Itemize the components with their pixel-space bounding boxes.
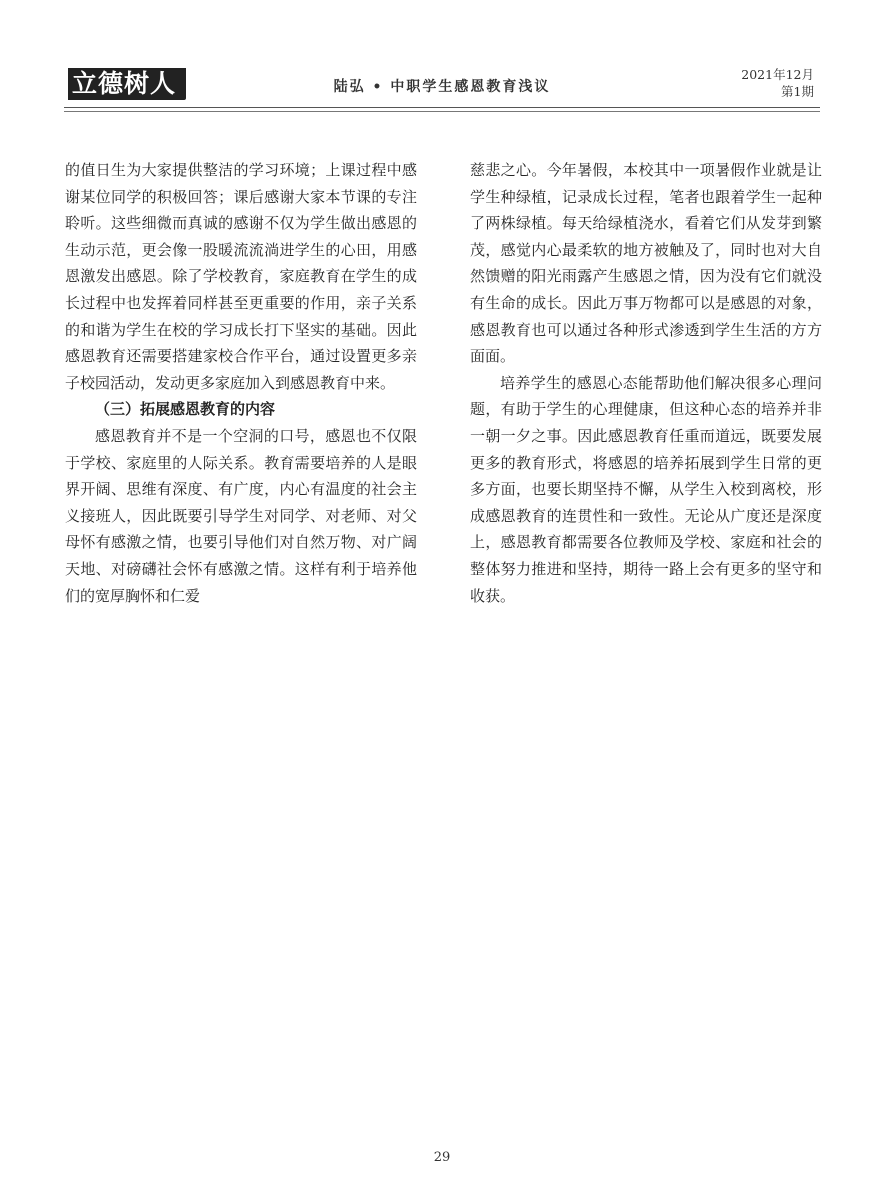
header-rule-thick	[64, 107, 820, 108]
paragraph-continued: 慈悲之心。今年暑假，本校其中一项暑假作业就是让学生种绿植，记录成长过程，笔者也跟着学生一起种了两株绿植。每天给绿植浇水，看着它们从发芽到繁茂，感觉内心最柔软的地方被触及了，同时也对大自然馈赠的阳光雨露产生感恩之情，因为没有它们就没有生命的成长。因此万事万物都可以是感恩的对象，感恩教育也可以通过各种形式渗透到学生生活的方方面面。	[470, 161, 822, 366]
header-rule-thin	[64, 111, 820, 112]
issue-info	[741, 66, 814, 100]
paragraph-continued: 的值日生为大家提供整洁的学习环境；上课过程中感谢某位同学的积极回答；课后感谢大家本节课的专注聆听。这些细微而真诚的感谢不仅为学生做出感恩的生动示范，更会像一股暖流流淌进学生的心田，用感恩激发出感恩。除了学校教育，家庭教育在学生的成长过程中也发挥着同样甚至更重要的作用，亲子关系的和谐为学生在校的学习成长打下坚实的基础。因此感恩教育还需要搭建家校合作平台，通过设置更多亲子校园活动，发动更多家庭加入到感恩教育中来。	[65, 161, 417, 392]
page-header	[0, 0, 884, 120]
issue-date: 2021年12月	[741, 67, 814, 82]
journal-logo: 立德树人	[68, 68, 186, 100]
paragraph: 感恩教育并不是一个空洞的口号，感恩也不仅限于学校、家庭里的人际关系。教育需要培养的人是眼界开阔、思维有深度、有广度，内心有温度的社会主义接班人，因此既要引导学生对同学、对老师、对父母怀有感激之情，也要引导他们对自然万物、对广阔天地、对磅礴社会怀有感激之情。这样有利于培养他们的宽厚胸怀和仁爱	[65, 426, 417, 605]
paragraph-conclusion: 培养学生的感恩心态能帮助他们解决很多心理问题，有助于学生的心理健康，但这种心态的培养并非一朝一夕之事。因此感恩教育任重而道远，既要发展更多的教育形式，将感恩的培养拓展到学生日常的更多方面，也要长期坚持不懈，从学生入校到离校，形成感恩教育的连贯性和一致性。无论从广度还是深度上，感恩教育都需要各位教师及学校、家庭和社会的整体努力推进和坚持，期待一路上会有更多的坚守和收获。	[470, 373, 822, 605]
page-number: 29	[433, 1150, 451, 1165]
section-heading: （三）拓展感恩教育的内容	[95, 400, 276, 419]
issue-number: 第1期	[781, 84, 814, 99]
left-column	[65, 157, 417, 609]
running-title: 陆弘 • 中职学生感恩教育浅议	[333, 79, 551, 95]
right-column	[470, 157, 822, 609]
